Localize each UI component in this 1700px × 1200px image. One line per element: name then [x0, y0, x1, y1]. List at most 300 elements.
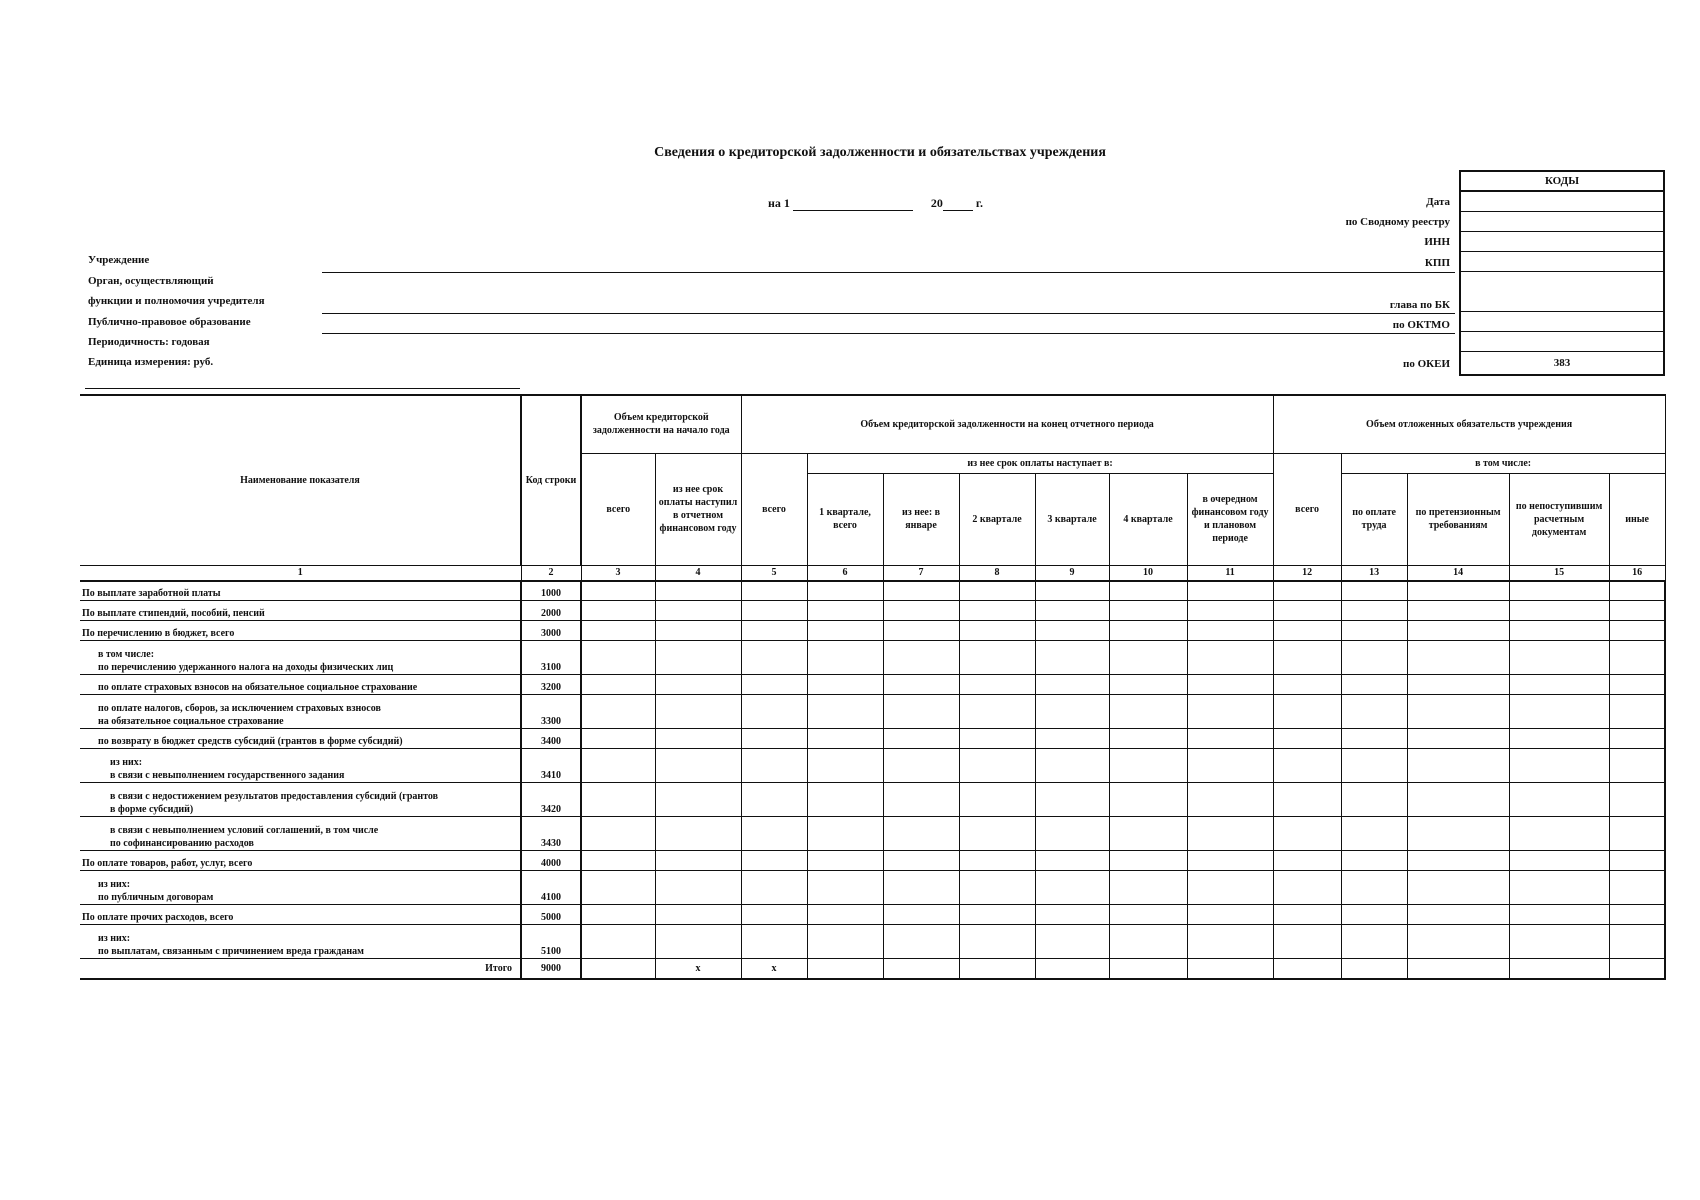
value-cell-col3[interactable]	[581, 729, 655, 749]
value-cell-col5[interactable]	[741, 925, 807, 959]
value-cell-col13[interactable]	[1341, 581, 1407, 601]
value-cell-col11[interactable]	[1187, 871, 1273, 905]
value-cell-col11[interactable]	[1187, 601, 1273, 621]
row-label	[80, 871, 521, 905]
value-cell-col14[interactable]	[1407, 783, 1509, 817]
value-cell-col12[interactable]	[1273, 581, 1341, 601]
row-label	[80, 783, 521, 817]
page-title: Сведения о кредиторской задолженности и обязательствах учреждения	[654, 145, 1106, 160]
value-cell-col6[interactable]	[807, 621, 883, 641]
value-cell-col10[interactable]	[1109, 695, 1187, 729]
value-cell-col14[interactable]	[1407, 621, 1509, 641]
value-cell-col4[interactable]	[655, 817, 741, 851]
value-cell-col16[interactable]	[1609, 783, 1665, 817]
value-cell-col6[interactable]	[807, 729, 883, 749]
column-number: 6	[807, 565, 883, 581]
value-cell-col8[interactable]	[959, 851, 1035, 871]
row-label	[80, 905, 521, 925]
value-cell-col3[interactable]	[581, 601, 655, 621]
value-cell-col3[interactable]	[581, 641, 655, 675]
codes-header: КОДЫ	[1461, 172, 1663, 192]
date-suffix: г.	[975, 196, 984, 210]
table-row	[80, 675, 1665, 695]
value-cell-col7[interactable]	[883, 581, 959, 601]
row-label	[80, 925, 521, 959]
value-cell-col8[interactable]	[959, 675, 1035, 695]
value-cell-col8[interactable]	[959, 925, 1035, 959]
code-kpp-cell[interactable]	[1461, 252, 1663, 272]
value-cell-col5[interactable]	[741, 675, 807, 695]
year-blank[interactable]	[943, 198, 973, 211]
value-cell-col16[interactable]	[1609, 905, 1665, 925]
value-cell-col11[interactable]	[1187, 905, 1273, 925]
header-start-total: всего	[581, 453, 655, 565]
value-cell-col10[interactable]	[1109, 783, 1187, 817]
value-cell-col12[interactable]	[1273, 783, 1341, 817]
value-cell-col9[interactable]	[1035, 871, 1109, 905]
report-table	[80, 394, 1666, 980]
value-cell-col3[interactable]	[581, 695, 655, 729]
value-cell-col11[interactable]	[1187, 581, 1273, 601]
total-cell-col8[interactable]	[959, 959, 1035, 979]
value-cell-col6[interactable]	[807, 601, 883, 621]
value-cell-col4[interactable]	[655, 621, 741, 641]
value-cell-col12[interactable]	[1273, 621, 1341, 641]
value-cell-col4[interactable]	[655, 749, 741, 783]
code-registry-cell[interactable]	[1461, 212, 1663, 232]
value-cell-col8[interactable]	[959, 905, 1035, 925]
header-jan: из нее: в январе	[883, 473, 959, 565]
value-cell-col8[interactable]	[959, 621, 1035, 641]
value-cell-col9[interactable]	[1035, 729, 1109, 749]
value-cell-col3[interactable]	[581, 749, 655, 783]
value-cell-col13[interactable]	[1341, 851, 1407, 871]
value-cell-col3[interactable]	[581, 871, 655, 905]
total-cell-col12[interactable]	[1273, 959, 1341, 979]
value-cell-col6[interactable]	[807, 925, 883, 959]
value-cell-col15[interactable]	[1509, 601, 1609, 621]
total-cell-col14[interactable]	[1407, 959, 1509, 979]
code-label-registry: по Сводному реестру	[1345, 216, 1450, 228]
value-cell-col5[interactable]	[741, 729, 807, 749]
date-prefix: на 1	[768, 196, 790, 210]
value-cell-col12[interactable]	[1273, 905, 1341, 925]
value-cell-col9[interactable]	[1035, 905, 1109, 925]
value-cell-col16[interactable]	[1609, 729, 1665, 749]
value-cell-col15[interactable]	[1509, 905, 1609, 925]
value-cell-col13[interactable]	[1341, 905, 1407, 925]
value-cell-col10[interactable]	[1109, 925, 1187, 959]
value-cell-col8[interactable]	[959, 601, 1035, 621]
table-row	[80, 817, 1665, 851]
value-cell-col7[interactable]	[883, 925, 959, 959]
value-cell-col9[interactable]	[1035, 641, 1109, 675]
value-cell-col10[interactable]	[1109, 871, 1187, 905]
value-cell-col10[interactable]	[1109, 621, 1187, 641]
total-cell-col10[interactable]	[1109, 959, 1187, 979]
value-cell-col7[interactable]	[883, 749, 959, 783]
row-code: 4100	[521, 871, 581, 905]
row-label-line2: в форме субсидий)	[110, 804, 194, 815]
value-cell-col12[interactable]	[1273, 817, 1341, 851]
total-cell-col7[interactable]	[883, 959, 959, 979]
header-claims: по претензионным требованиям	[1407, 473, 1509, 565]
value-cell-col13[interactable]	[1341, 729, 1407, 749]
value-cell-col6[interactable]	[807, 783, 883, 817]
row-code: 3300	[521, 695, 581, 729]
value-cell-col14[interactable]	[1407, 905, 1509, 925]
value-cell-col5[interactable]	[741, 581, 807, 601]
value-cell-col13[interactable]	[1341, 601, 1407, 621]
header-end-group: Объем кредиторской задолженности на конец отчетного периода	[741, 395, 1273, 453]
value-cell-col6[interactable]	[807, 641, 883, 675]
total-cell-col11[interactable]	[1187, 959, 1273, 979]
row-label-line1: в связи с невыполнением условий соглашений, в том числе	[110, 825, 379, 836]
table-row	[80, 851, 1665, 871]
total-cell-col3[interactable]	[581, 959, 655, 979]
value-cell-col12[interactable]	[1273, 871, 1341, 905]
column-number: 16	[1609, 565, 1665, 581]
value-cell-col16[interactable]	[1609, 641, 1665, 675]
value-cell-col5[interactable]	[741, 817, 807, 851]
value-cell-col9[interactable]	[1035, 851, 1109, 871]
value-cell-col7[interactable]	[883, 783, 959, 817]
value-cell-col15[interactable]	[1509, 675, 1609, 695]
total-cell-col6[interactable]	[807, 959, 883, 979]
code-empty-cell[interactable]	[1461, 332, 1663, 352]
value-cell-col13[interactable]	[1341, 817, 1407, 851]
column-number: 2	[521, 565, 581, 581]
report-date-line	[768, 196, 983, 211]
organ-fill-line[interactable]	[322, 313, 1455, 314]
value-cell-col9[interactable]	[1035, 675, 1109, 695]
value-cell-col12[interactable]	[1273, 749, 1341, 783]
value-cell-col7[interactable]	[883, 729, 959, 749]
row-label	[80, 695, 521, 729]
total-cell-col13[interactable]	[1341, 959, 1407, 979]
value-cell-col13[interactable]	[1341, 783, 1407, 817]
total-cell-col4: х	[655, 959, 741, 979]
label-organ-line2: функции и полномочия учредителя	[88, 295, 265, 307]
value-cell-col13[interactable]	[1341, 621, 1407, 641]
value-cell-col8[interactable]	[959, 749, 1035, 783]
value-cell-col8[interactable]	[959, 783, 1035, 817]
row-label	[80, 851, 521, 871]
value-cell-col16[interactable]	[1609, 851, 1665, 871]
column-number: 15	[1509, 565, 1609, 581]
row-code: 2000	[521, 601, 581, 621]
value-cell-col10[interactable]	[1109, 641, 1187, 675]
value-cell-col12[interactable]	[1273, 675, 1341, 695]
row-code: 5100	[521, 925, 581, 959]
value-cell-col14[interactable]	[1407, 817, 1509, 851]
code-label-kpp: КПП	[1424, 257, 1450, 269]
code-okei-cell[interactable]: 383	[1553, 357, 1571, 369]
row-label	[80, 641, 521, 675]
total-label: Итого	[80, 959, 521, 979]
value-cell-col4[interactable]	[655, 925, 741, 959]
value-cell-col5[interactable]	[741, 783, 807, 817]
value-cell-col4[interactable]	[655, 675, 741, 695]
value-cell-col11[interactable]	[1187, 925, 1273, 959]
value-cell-col11[interactable]	[1187, 749, 1273, 783]
value-cell-col16[interactable]	[1609, 621, 1665, 641]
value-cell-col3[interactable]	[581, 675, 655, 695]
value-cell-col14[interactable]	[1407, 871, 1509, 905]
value-cell-col4[interactable]	[655, 729, 741, 749]
value-cell-col13[interactable]	[1341, 925, 1407, 959]
value-cell-col7[interactable]	[883, 871, 959, 905]
value-cell-col7[interactable]	[883, 675, 959, 695]
value-cell-col4[interactable]	[655, 641, 741, 675]
value-cell-col7[interactable]	[883, 641, 959, 675]
value-cell-col8[interactable]	[959, 641, 1035, 675]
value-cell-col10[interactable]	[1109, 601, 1187, 621]
value-cell-col15[interactable]	[1509, 749, 1609, 783]
total-cell-col15[interactable]	[1509, 959, 1609, 979]
value-cell-col11[interactable]	[1187, 641, 1273, 675]
total-cell-col9[interactable]	[1035, 959, 1109, 979]
row-label-line1: из них:	[110, 757, 143, 768]
value-cell-col6[interactable]	[807, 695, 883, 729]
value-cell-col6[interactable]	[807, 749, 883, 783]
header-obl-total: всего	[1273, 453, 1341, 565]
value-cell-col8[interactable]	[959, 817, 1035, 851]
value-cell-col9[interactable]	[1035, 695, 1109, 729]
row-label	[80, 601, 521, 621]
value-cell-col5[interactable]	[741, 641, 807, 675]
code-oktmo-cell[interactable]	[1461, 312, 1663, 332]
code-inn-cell[interactable]	[1461, 232, 1663, 252]
value-cell-col4[interactable]	[655, 851, 741, 871]
value-cell-col10[interactable]	[1109, 729, 1187, 749]
row-code: 3430	[521, 817, 581, 851]
value-cell-col11[interactable]	[1187, 729, 1273, 749]
value-cell-col14[interactable]	[1407, 641, 1509, 675]
row-label-line2: в связи с невыполнением государственного задания	[110, 770, 345, 781]
value-cell-col8[interactable]	[959, 729, 1035, 749]
value-cell-col12[interactable]	[1273, 641, 1341, 675]
column-number: 3	[581, 565, 655, 581]
value-cell-col15[interactable]	[1509, 641, 1609, 675]
value-cell-col14[interactable]	[1407, 601, 1509, 621]
header-other: иные	[1609, 473, 1665, 565]
value-cell-col4[interactable]	[655, 905, 741, 925]
value-cell-col4[interactable]	[655, 601, 741, 621]
value-cell-col6[interactable]	[807, 871, 883, 905]
value-cell-col5[interactable]	[741, 905, 807, 925]
row-code: 3420	[521, 783, 581, 817]
header-docs: по непоступившим расчетным документам	[1509, 473, 1609, 565]
table-row	[80, 695, 1665, 729]
value-cell-col13[interactable]	[1341, 641, 1407, 675]
date-blank[interactable]	[793, 198, 913, 211]
code-label-okei: по ОКЕИ	[1402, 358, 1450, 370]
value-cell-col8[interactable]	[959, 695, 1035, 729]
value-cell-col6[interactable]	[807, 905, 883, 925]
value-cell-col12[interactable]	[1273, 601, 1341, 621]
value-cell-col14[interactable]	[1407, 749, 1509, 783]
header-end-total: всего	[741, 453, 807, 565]
value-cell-col5[interactable]	[741, 871, 807, 905]
table-row	[80, 871, 1665, 905]
value-cell-col15[interactable]	[1509, 817, 1609, 851]
value-cell-col10[interactable]	[1109, 817, 1187, 851]
column-number: 10	[1109, 565, 1187, 581]
row-label-line2: по публичным договорам	[98, 892, 214, 903]
value-cell-col3[interactable]	[581, 581, 655, 601]
row-label	[80, 675, 521, 695]
value-cell-col16[interactable]	[1609, 871, 1665, 905]
value-cell-col11[interactable]	[1187, 695, 1273, 729]
row-label-line1: из них:	[98, 933, 131, 944]
value-cell-col7[interactable]	[883, 601, 959, 621]
value-cell-col4[interactable]	[655, 581, 741, 601]
column-number: 7	[883, 565, 959, 581]
value-cell-col9[interactable]	[1035, 817, 1109, 851]
value-cell-col3[interactable]	[581, 817, 655, 851]
value-cell-col13[interactable]	[1341, 695, 1407, 729]
value-cell-col3[interactable]	[581, 851, 655, 871]
value-cell-col9[interactable]	[1035, 925, 1109, 959]
value-cell-col5[interactable]	[741, 749, 807, 783]
value-cell-col3[interactable]	[581, 783, 655, 817]
value-cell-col16[interactable]	[1609, 601, 1665, 621]
value-cell-col5[interactable]	[741, 601, 807, 621]
code-label-date: Дата	[1426, 196, 1450, 208]
value-cell-col14[interactable]	[1407, 675, 1509, 695]
value-cell-col10[interactable]	[1109, 581, 1187, 601]
value-cell-col3[interactable]	[581, 905, 655, 925]
value-cell-col14[interactable]	[1407, 729, 1509, 749]
value-cell-col3[interactable]	[581, 925, 655, 959]
total-cell-col5: х	[741, 959, 807, 979]
header-q2: 2 квартале	[959, 473, 1035, 565]
row-code: 5000	[521, 905, 581, 925]
table-row	[80, 783, 1665, 817]
value-cell-col9[interactable]	[1035, 581, 1109, 601]
value-cell-col15[interactable]	[1509, 851, 1609, 871]
value-cell-col13[interactable]	[1341, 675, 1407, 695]
row-label-line1: По перечислению в бюджет, всего	[82, 628, 235, 639]
value-cell-col9[interactable]	[1035, 783, 1109, 817]
value-cell-col16[interactable]	[1609, 749, 1665, 783]
public-entity-fill-line[interactable]	[322, 333, 1455, 334]
value-cell-col10[interactable]	[1109, 749, 1187, 783]
value-cell-col10[interactable]	[1109, 905, 1187, 925]
value-cell-col16[interactable]	[1609, 925, 1665, 959]
row-label-line1: в связи с недостижением результатов предоставления субсидий (грантов	[110, 791, 439, 802]
value-cell-col9[interactable]	[1035, 601, 1109, 621]
header-start-group: Объем кредиторской задолженности на начало года	[581, 395, 741, 453]
value-cell-col4[interactable]	[655, 783, 741, 817]
value-cell-col8[interactable]	[959, 871, 1035, 905]
code-date-cell[interactable]	[1461, 192, 1663, 212]
row-code: 4000	[521, 851, 581, 871]
value-cell-col8[interactable]	[959, 581, 1035, 601]
column-number: 8	[959, 565, 1035, 581]
value-cell-col5[interactable]	[741, 621, 807, 641]
value-cell-col7[interactable]	[883, 695, 959, 729]
header-including: в том числе:	[1341, 453, 1665, 473]
value-cell-col15[interactable]	[1509, 621, 1609, 641]
code-label-glava: глава по БК	[1389, 299, 1450, 311]
value-cell-col6[interactable]	[807, 817, 883, 851]
column-number: 4	[655, 565, 741, 581]
institution-fill-line[interactable]	[322, 272, 1455, 273]
value-cell-col12[interactable]	[1273, 925, 1341, 959]
column-number: 9	[1035, 565, 1109, 581]
value-cell-col4[interactable]	[655, 695, 741, 729]
value-cell-col16[interactable]	[1609, 675, 1665, 695]
value-cell-col15[interactable]	[1509, 783, 1609, 817]
header-due-in: из нее срок оплаты наступает в:	[807, 453, 1273, 473]
value-cell-col10[interactable]	[1109, 675, 1187, 695]
row-label-line1: в том числе:	[98, 649, 155, 660]
row-label-line1: по оплате страховых взносов на обязательное социальное страхование	[98, 682, 418, 693]
value-cell-col4[interactable]	[655, 871, 741, 905]
label-unit: Единица измерения: руб.	[88, 356, 214, 368]
value-cell-col12[interactable]	[1273, 695, 1341, 729]
label-organ-line1: Орган, осуществляющий	[88, 275, 214, 287]
total-cell-col16[interactable]	[1609, 959, 1665, 979]
row-code: 3100	[521, 641, 581, 675]
value-cell-col11[interactable]	[1187, 783, 1273, 817]
value-cell-col14[interactable]	[1407, 581, 1509, 601]
value-cell-col7[interactable]	[883, 621, 959, 641]
codes-box	[1459, 170, 1665, 376]
value-cell-col13[interactable]	[1341, 871, 1407, 905]
column-number: 14	[1407, 565, 1509, 581]
value-cell-col15[interactable]	[1509, 925, 1609, 959]
year-prefix: 20	[930, 196, 943, 210]
value-cell-col9[interactable]	[1035, 621, 1109, 641]
value-cell-col12[interactable]	[1273, 729, 1341, 749]
value-cell-col7[interactable]	[883, 905, 959, 925]
value-cell-col7[interactable]	[883, 817, 959, 851]
value-cell-col16[interactable]	[1609, 695, 1665, 729]
value-cell-col5[interactable]	[741, 695, 807, 729]
value-cell-col6[interactable]	[807, 581, 883, 601]
value-cell-col15[interactable]	[1509, 871, 1609, 905]
value-cell-col10[interactable]	[1109, 851, 1187, 871]
value-cell-col16[interactable]	[1609, 581, 1665, 601]
value-cell-col11[interactable]	[1187, 851, 1273, 871]
value-cell-col13[interactable]	[1341, 749, 1407, 783]
value-cell-col14[interactable]	[1407, 925, 1509, 959]
separator-line	[85, 388, 520, 389]
value-cell-col5[interactable]	[741, 851, 807, 871]
value-cell-col15[interactable]	[1509, 695, 1609, 729]
value-cell-col14[interactable]	[1407, 851, 1509, 871]
value-cell-col6[interactable]	[807, 851, 883, 871]
value-cell-col15[interactable]	[1509, 581, 1609, 601]
code-glava-cell[interactable]	[1461, 272, 1663, 312]
header-code: Код строки	[521, 395, 581, 565]
value-cell-col16[interactable]	[1609, 817, 1665, 851]
value-cell-col11[interactable]	[1187, 675, 1273, 695]
value-cell-col11[interactable]	[1187, 817, 1273, 851]
value-cell-col11[interactable]	[1187, 621, 1273, 641]
value-cell-col15[interactable]	[1509, 729, 1609, 749]
value-cell-col14[interactable]	[1407, 695, 1509, 729]
value-cell-col6[interactable]	[807, 675, 883, 695]
row-label-line1: По оплате прочих расходов, всего	[82, 912, 234, 923]
value-cell-col7[interactable]	[883, 851, 959, 871]
value-cell-col12[interactable]	[1273, 851, 1341, 871]
value-cell-col3[interactable]	[581, 621, 655, 641]
value-cell-col9[interactable]	[1035, 749, 1109, 783]
